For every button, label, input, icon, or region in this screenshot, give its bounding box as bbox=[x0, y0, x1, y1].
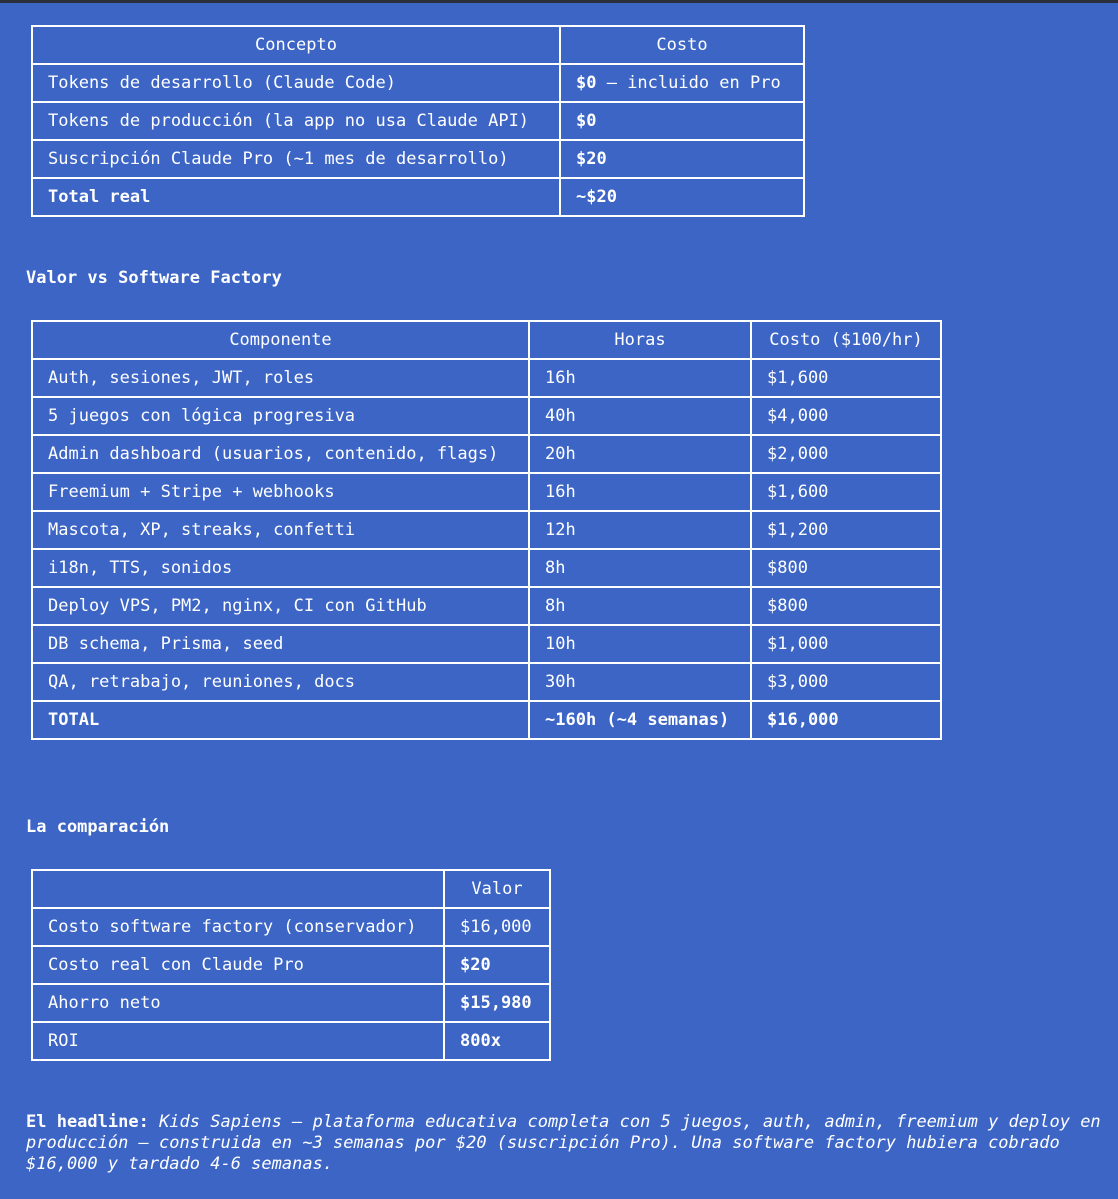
table-row bbox=[32, 64, 804, 102]
costo-cell: $3,000 bbox=[751, 663, 941, 701]
table-total-row bbox=[32, 701, 941, 739]
column-header-componente: Componente bbox=[32, 321, 529, 359]
table-row bbox=[32, 946, 550, 984]
componente-cell: Deploy VPS, PM2, nginx, CI con GitHub bbox=[32, 587, 529, 625]
costo-value: ~$20 bbox=[576, 187, 617, 207]
table-row bbox=[32, 435, 941, 473]
componente-cell: Auth, sesiones, JWT, roles bbox=[32, 359, 529, 397]
column-header-empty bbox=[32, 870, 444, 908]
horas-cell: 8h bbox=[529, 587, 751, 625]
costo-cell bbox=[560, 102, 804, 140]
table-total-row bbox=[32, 178, 804, 216]
comparison-table bbox=[31, 869, 551, 1061]
costo-note: — incluido en Pro bbox=[596, 73, 781, 93]
componente-cell: Mascota, XP, streaks, confetti bbox=[32, 511, 529, 549]
table-row bbox=[32, 1022, 550, 1060]
componente-cell: QA, retrabajo, reuniones, docs bbox=[32, 663, 529, 701]
table-row bbox=[32, 549, 941, 587]
costo-cell: $800 bbox=[751, 587, 941, 625]
costo-value: $0 bbox=[576, 111, 597, 131]
column-header-horas: Horas bbox=[529, 321, 751, 359]
horas-cell: 12h bbox=[529, 511, 751, 549]
table-row bbox=[32, 102, 804, 140]
componente-cell: Admin dashboard (usuarios, contenido, flags) bbox=[32, 435, 529, 473]
section-heading-valor: Valor vs Software Factory bbox=[26, 268, 282, 288]
table-row bbox=[32, 625, 941, 663]
column-header-concepto: Concepto bbox=[32, 26, 560, 64]
componente-cell: Freemium + Stripe + webhooks bbox=[32, 473, 529, 511]
horas-cell: 8h bbox=[529, 549, 751, 587]
table-header-row bbox=[32, 870, 550, 908]
section-heading-comparacion: La comparación bbox=[26, 817, 170, 837]
costo-cell: $1,000 bbox=[751, 625, 941, 663]
table-row bbox=[32, 663, 941, 701]
costo-cell: $4,000 bbox=[751, 397, 941, 435]
concepto-cell: Tokens de producción (la app no usa Claude API) bbox=[32, 102, 560, 140]
table-header-row bbox=[32, 26, 804, 64]
costo-cell: $1,600 bbox=[751, 359, 941, 397]
costo-cell bbox=[560, 140, 804, 178]
table-row bbox=[32, 984, 550, 1022]
table-row bbox=[32, 908, 550, 946]
horas-cell: 30h bbox=[529, 663, 751, 701]
table-row bbox=[32, 473, 941, 511]
value-cell: $15,980 bbox=[444, 984, 550, 1022]
costo-value: $20 bbox=[576, 149, 607, 169]
costo-cell: $800 bbox=[751, 549, 941, 587]
headline-text: Kids Sapiens — plataforma educativa completa con 5 juegos, auth, admin, freemium y deploy en producción — construida en ~3 semanas por $20 (suscripción Pro). Una software factory hubiera cobrado $16,000 y tardado 4-6 semanas. bbox=[26, 1112, 1101, 1174]
componente-cell: 5 juegos con lógica progresiva bbox=[32, 397, 529, 435]
costo-cell bbox=[560, 178, 804, 216]
concepto-cell: Tokens de desarrollo (Claude Code) bbox=[32, 64, 560, 102]
window-top-bar bbox=[0, 0, 1118, 3]
costo-cell: $16,000 bbox=[751, 701, 941, 739]
table-row bbox=[32, 359, 941, 397]
horas-cell: ~160h (~4 semanas) bbox=[529, 701, 751, 739]
metric-cell: Ahorro neto bbox=[32, 984, 444, 1022]
column-header-valor: Valor bbox=[444, 870, 550, 908]
table-header-row bbox=[32, 321, 941, 359]
horas-cell: 16h bbox=[529, 473, 751, 511]
headline-paragraph bbox=[26, 1112, 1110, 1175]
value-cell: 800x bbox=[444, 1022, 550, 1060]
horas-cell: 16h bbox=[529, 359, 751, 397]
value-cell: $20 bbox=[444, 946, 550, 984]
horas-cell: 10h bbox=[529, 625, 751, 663]
concepto-cell: Total real bbox=[32, 178, 560, 216]
headline-label: El headline: bbox=[26, 1112, 149, 1132]
componente-cell: i18n, TTS, sonidos bbox=[32, 549, 529, 587]
costo-cell bbox=[560, 64, 804, 102]
table-row bbox=[32, 140, 804, 178]
componente-cell: DB schema, Prisma, seed bbox=[32, 625, 529, 663]
horas-cell: 20h bbox=[529, 435, 751, 473]
table-row bbox=[32, 587, 941, 625]
costo-cell: $1,200 bbox=[751, 511, 941, 549]
costo-cell: $1,600 bbox=[751, 473, 941, 511]
column-header-costo: Costo bbox=[560, 26, 804, 64]
metric-cell: Costo real con Claude Pro bbox=[32, 946, 444, 984]
factory-table bbox=[31, 320, 942, 740]
table-row bbox=[32, 511, 941, 549]
costo-cell: $2,000 bbox=[751, 435, 941, 473]
metric-cell: ROI bbox=[32, 1022, 444, 1060]
costo-value: $0 bbox=[576, 73, 597, 93]
column-header-costo: Costo ($100/hr) bbox=[751, 321, 941, 359]
value-cell: $16,000 bbox=[444, 908, 550, 946]
cost-table bbox=[31, 25, 805, 217]
metric-cell: Costo software factory (conservador) bbox=[32, 908, 444, 946]
componente-cell: TOTAL bbox=[32, 701, 529, 739]
table-row bbox=[32, 397, 941, 435]
horas-cell: 40h bbox=[529, 397, 751, 435]
concepto-cell: Suscripción Claude Pro (~1 mes de desarrollo) bbox=[32, 140, 560, 178]
